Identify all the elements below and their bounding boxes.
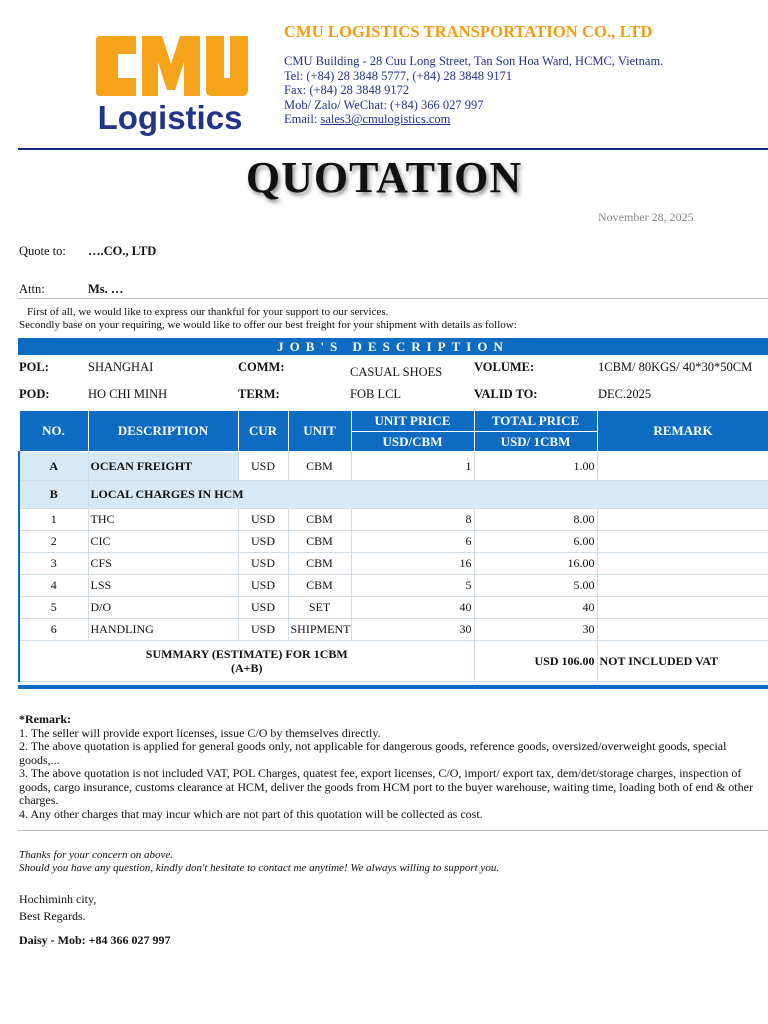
cell-description: CIC (88, 531, 238, 553)
intro-line: First of all, we would like to express our thankful for your support to our services. (27, 306, 389, 318)
comm-value: CASUAL SHOES (350, 365, 443, 379)
cell-currency: USD (238, 597, 288, 619)
quote-date: November 28, 2025 (598, 210, 694, 224)
attn-value: Ms. … (88, 282, 124, 296)
cell-description: HANDLING (88, 619, 238, 641)
term-value: FOB LCL (350, 387, 402, 401)
summary-label-line: SUMMARY (ESTIMATE) FOR 1CBM (145, 647, 348, 661)
sign-regards: Best Regards. (19, 909, 86, 923)
cell-total: 8.00 (474, 509, 597, 531)
pod-value: HO CHI MINH (88, 387, 168, 401)
cell-currency: USD (238, 553, 288, 575)
table-row-local-charges (19, 481, 768, 509)
cell-unit: CBM (288, 452, 351, 481)
cell-unit-price: 30 (351, 619, 474, 641)
remark-section (19, 713, 764, 821)
cell-remark (597, 619, 768, 641)
cell-total: 16.00 (474, 553, 597, 575)
cell-unit: CBM (288, 531, 351, 553)
table-row (19, 619, 768, 641)
cell-remark (597, 553, 768, 575)
col-header-currency: CUR (238, 411, 288, 452)
table-row-ocean-freight (19, 452, 768, 481)
thanks-line: Should you have any question, kindly don't hesitate to contact me anytime! We always willing to support you. (19, 862, 500, 874)
cell-total: 30 (474, 619, 597, 641)
pol-label: POL: (19, 360, 49, 374)
remark-item: 3. The above quotation is not included VAT, POL Charges, quatest fee, export licenses, C/O, import/ export tax, dem/det/storage charges, inspection of goods, cargo insurance, customs clearance at HCM, deliver the goods from HCM port to the buyer warehouse, waiting time, loading both of end & other charges. (19, 766, 753, 807)
table-row (19, 531, 768, 553)
valid-to-value: DEC.2025 (598, 387, 652, 401)
cell-unit-price: 8 (351, 509, 474, 531)
email-link[interactable]: sales3@cmulogistics.com (320, 112, 451, 126)
col-header-unit: UNIT (288, 411, 351, 452)
quote-to-value: ….CO., LTD (88, 244, 157, 258)
cell-currency: USD (238, 452, 288, 481)
cell-unit: SHIPMENT (288, 619, 351, 641)
col-header-unit-price: UNIT PRICE (351, 411, 474, 432)
cell-remark (597, 509, 768, 531)
company-logo (92, 34, 252, 138)
volume-value: 1CBM/ 80KGS/ 40*30*50CM (598, 360, 753, 374)
table-row (19, 597, 768, 619)
cell-unit: CBM (288, 509, 351, 531)
remark-item: 2. The above quotation is applied for general goods only, not applicable for dangerous goods, reference goods, oversized/overweight goods, special goods,... (19, 739, 727, 767)
cell-remark (597, 575, 768, 597)
cell-currency: USD (238, 575, 288, 597)
company-fax: Fax: (+84) 28 3848 9172 (284, 83, 410, 97)
cell-no: 1 (19, 509, 88, 531)
cell-no: 5 (19, 597, 88, 619)
cell-unit: CBM (288, 575, 351, 597)
cell-currency: USD (238, 619, 288, 641)
cell-unit: SET (288, 597, 351, 619)
cell-description: D/O (88, 597, 238, 619)
cell-unit: CBM (288, 553, 351, 575)
email-label: Email: (284, 112, 321, 126)
table-bottom-bar (18, 685, 768, 689)
thanks-line: Thanks for your concern on above. (19, 849, 173, 861)
cell-description: OCEAN FREIGHT (88, 452, 238, 481)
col-header-remark: REMARK (597, 411, 768, 452)
signature-block (19, 891, 96, 925)
volume-label: VOLUME: (474, 360, 535, 374)
company-info (284, 22, 754, 127)
cell-unit-price: 6 (351, 531, 474, 553)
remark-title: *Remark: (19, 712, 71, 726)
cell-total: 1.00 (474, 452, 597, 481)
table-row (19, 509, 768, 531)
remark-item: 4. Any other charges that may incur which are not part of this quotation will be collected as cost. (19, 806, 483, 821)
cell-no: 6 (19, 619, 88, 641)
attn-divider (18, 298, 768, 299)
sign-city: Hochiminh city, (19, 892, 97, 906)
table-row (19, 553, 768, 575)
document-title: QUOTATION (245, 153, 523, 202)
col-header-no: NO. (19, 411, 88, 452)
cell-total: 5.00 (474, 575, 597, 597)
footer-divider (18, 830, 768, 831)
pod-label: POD: (19, 387, 50, 401)
cell-remark (597, 452, 768, 481)
valid-to-label: VALID TO: (474, 387, 538, 401)
cell-unit-price: 1 (351, 452, 474, 481)
intro-line: Secondly base on your requiring, we would like to offer our best freight for your shipment with details as follow: (19, 319, 517, 331)
cell-currency: USD (238, 509, 288, 531)
cell-no: 3 (19, 553, 88, 575)
quote-to-label: Quote to: (19, 244, 66, 258)
cell-unit-price: 5 (351, 575, 474, 597)
logo-text: Logistics (97, 99, 243, 136)
header-divider (18, 148, 768, 150)
comm-label: COMM: (238, 360, 285, 374)
cell-no: A (19, 452, 88, 481)
intro-text (19, 306, 517, 332)
cell-no: 2 (19, 531, 88, 553)
table-row (19, 575, 768, 597)
company-address: CMU Building - 28 Cuu Long Street, Tan Son Hoa Ward, HCMC, Vietnam. (284, 54, 664, 68)
cell-total: 6.00 (474, 531, 597, 553)
summary-label (19, 641, 474, 682)
col-subheader-unit-price: USD/CBM (351, 432, 474, 452)
cell-unit-price: 40 (351, 597, 474, 619)
cell-section-title: LOCAL CHARGES IN HCM (88, 481, 768, 509)
sign-contact: Daisy - Mob: +84 366 027 997 (19, 933, 171, 947)
col-subheader-total-price: USD/ 1CBM (474, 432, 597, 452)
cell-description: LSS (88, 575, 238, 597)
company-mobile: Mob/ Zalo/ WeChat: (+84) 366 027 997 (284, 97, 484, 112)
cell-no: B (19, 481, 88, 509)
cell-unit-price: 16 (351, 553, 474, 575)
cell-description: THC (88, 509, 238, 531)
remark-item: 1. The seller will provide export licenses, issue C/O by themselves directly. (19, 725, 381, 740)
attn-label: Attn: (19, 282, 45, 296)
thanks-text (19, 849, 499, 875)
term-label: TERM: (238, 387, 280, 401)
cell-total: 40 (474, 597, 597, 619)
company-tel: Tel: (+84) 28 3848 5777, (+84) 28 3848 9171 (284, 68, 513, 83)
company-email-line (284, 112, 754, 127)
cell-remark (597, 597, 768, 619)
job-description-header: JOB'S DESCRIPTION (18, 338, 768, 355)
summary-total: USD 106.00 (474, 641, 597, 682)
cell-currency: USD (238, 531, 288, 553)
pol-value: SHANGHAI (88, 360, 154, 374)
summary-row (19, 641, 768, 682)
summary-note: NOT INCLUDED VAT (597, 641, 768, 682)
quotation-table (18, 410, 768, 682)
summary-label-line: (A+B) (231, 661, 263, 675)
col-header-total-price: TOTAL PRICE (474, 411, 597, 432)
company-name: CMU LOGISTICS TRANSPORTATION CO., LTD (284, 22, 653, 41)
cell-no: 4 (19, 575, 88, 597)
cell-remark (597, 531, 768, 553)
cell-description: CFS (88, 553, 238, 575)
col-header-description: DESCRIPTION (88, 411, 238, 452)
